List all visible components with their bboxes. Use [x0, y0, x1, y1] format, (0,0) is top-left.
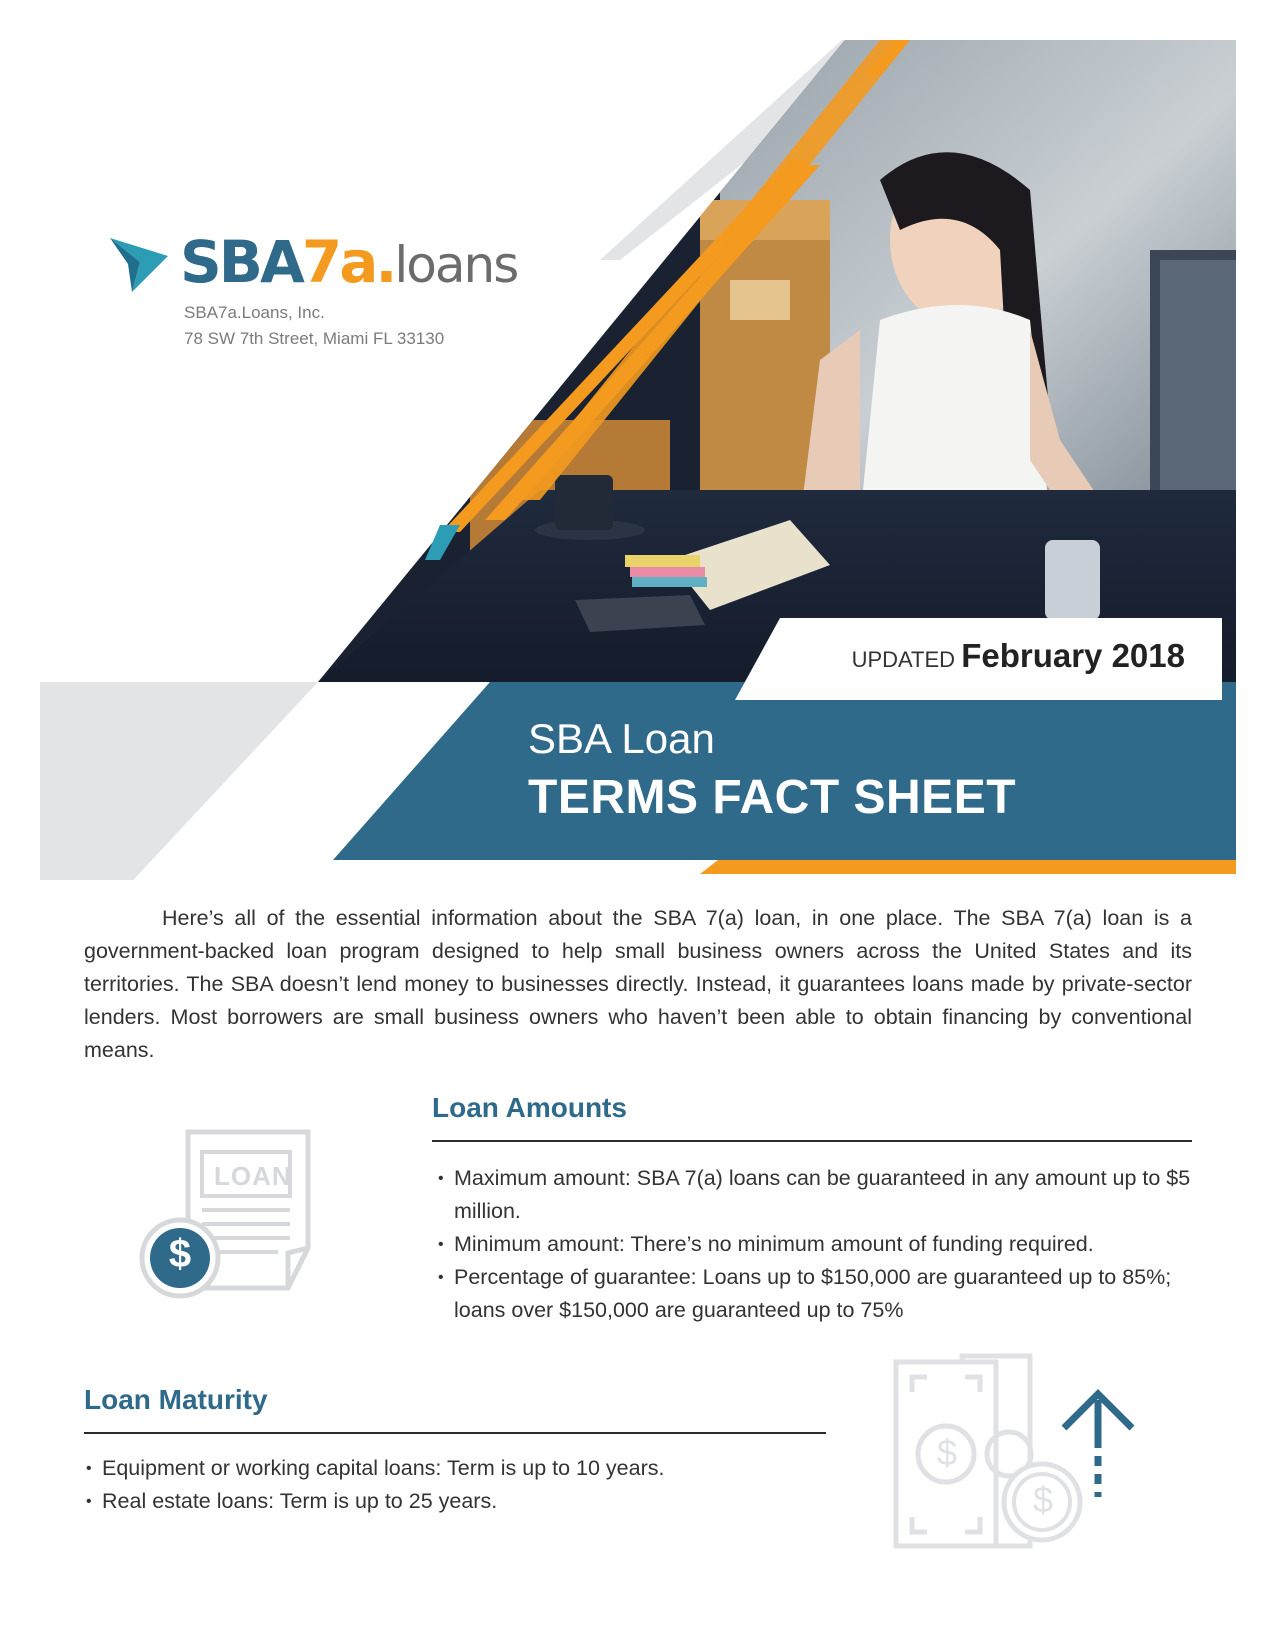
company-name: SBA7a.Loans, Inc. — [184, 303, 325, 322]
loan-maturity-rule — [84, 1432, 826, 1434]
loan-document-icon — [138, 1128, 318, 1303]
gray-triangle-left — [40, 682, 318, 880]
loan-icon-label: LOAN — [214, 1161, 292, 1191]
list-item: • Real estate loans: Term is up to 25 years. — [86, 1485, 826, 1518]
loan-amounts-rule — [432, 1140, 1192, 1142]
logo-arrow-icon — [110, 238, 170, 294]
dollar-sign-icon: $ — [936, 1432, 958, 1473]
street-address: 78 SW 7th Street, Miami FL 33130 — [184, 329, 445, 348]
dollar-sign-icon: $ — [1032, 1479, 1054, 1520]
orange-underline — [700, 860, 1236, 874]
loan-amounts-list — [438, 1162, 1198, 1327]
page-title: TERMS FACT SHEET — [528, 771, 1017, 824]
updated-label: UPDATED — [851, 647, 956, 672]
loan-maturity-title: Loan Maturity — [84, 1384, 268, 1415]
updated-date — [852, 637, 1185, 675]
list-item: • Minimum amount: There’s no minimum amount of funding required. — [438, 1228, 1198, 1261]
intro-paragraph: Here’s all of the essential information about the SBA 7(a) loan, in one place. The SBA 7(a) loan is a government-backed loan program designed to help small business owners across the United States and its territories. The SBA doesn’t lend money to businesses directly. Instead, it guarantees loans made by private-sector lenders. Most borrowers are small business owners who haven’t been able to obtain financing by conventional means. — [84, 906, 1192, 1062]
updated-date-value: February 2018 — [961, 637, 1185, 674]
company-address — [184, 300, 444, 352]
page-subtitle: SBA Loan — [528, 715, 715, 762]
money-growth-icon — [892, 1352, 1137, 1552]
loan-maturity-list — [86, 1452, 826, 1518]
loan-amounts-title: Loan Amounts — [432, 1092, 627, 1123]
logo-wordmark: SBA7a.loans — [180, 228, 518, 296]
hero-photo — [300, 40, 1240, 690]
list-item: • Maximum amount: SBA 7(a) loans can be guaranteed in any amount up to $5 million. — [438, 1162, 1198, 1228]
list-item: • Equipment or working capital loans: Term is up to 10 years. — [86, 1452, 826, 1485]
list-item: • Percentage of guarantee: Loans up to $150,000 are guaranteed up to 85%; loans over $150,000 are guaranteed up to 75% — [438, 1261, 1198, 1327]
dollar-sign-icon: $ — [168, 1232, 192, 1276]
